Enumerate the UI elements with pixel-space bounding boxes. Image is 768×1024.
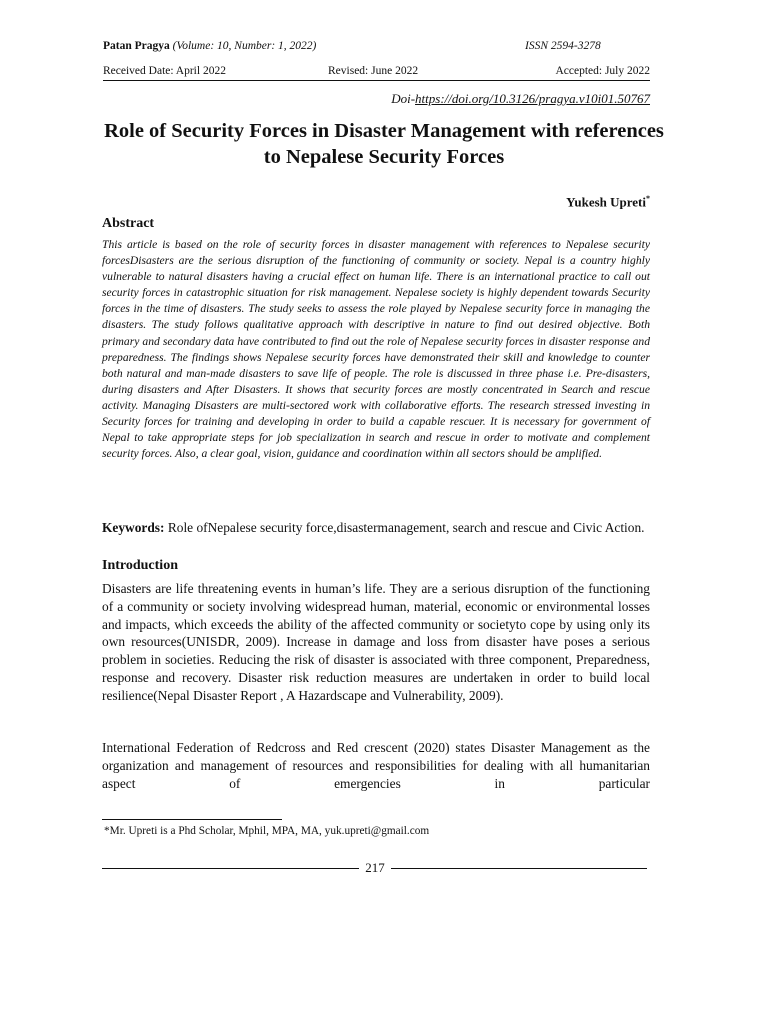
dates-line [103,64,650,81]
page-number-rule-right [391,868,647,869]
keywords [102,518,650,537]
journal-volume: (Volume: 10, Number: 1, 2022) [172,40,317,52]
journal-issn: ISSN 2594-3278 [525,40,601,52]
accepted-date: Accepted: July 2022 [555,65,650,77]
page-number: 217 [365,860,385,875]
introduction-paragraph-2: International Federation of Redcross and Red crescent (2020) states Disaster Management as the organization and management of resources and responsibilities for dealing with all humanitarian aspect of emergencies in particular [102,740,650,791]
abstract-heading: Abstract [102,216,155,231]
footnote-rule [102,819,282,820]
introduction-paragraph-1: Disasters are life threatening events in human’s life. They are a serious disruption of the functioning of a community or society involving widespread human, material, economic or environmental losses and impacts, which exceeds the ability of the affected community or societyto cope by using only its own resources(UNISDR, 2009). Increase in damage and loss from disaster have poses a serious problem in societies. Reducing the risk of disaster is associated with three component, Preparedness, response and recovery. Disaster risk reduction measures are undertaken in order to build local resilience(Nepal Disaster Report , A Hazardscape and Vulnerability, 2009). [102,581,650,703]
keywords-label: Keywords: [102,520,165,535]
revised-date: Revised: June 2022 [328,65,419,77]
article-title: Role of Security Forces in Disaster Management with references to Nepalese Security Forces [104,120,664,168]
journal-header [103,40,651,58]
introduction-heading: Introduction [102,558,178,573]
doi-link[interactable]: https://doi.org/10.3126/pragya.v10i01.50767 [415,91,650,106]
doi-prefix: Doi- [391,91,416,106]
page-number-rule-left [102,868,359,869]
author-name [566,194,650,210]
keywords-text: Role ofNepalese security force,disastermanagement, search and rescue and Civic Action. [164,520,645,535]
author-text: Yukesh Upreti [566,194,646,210]
footnote: *Mr. Upreti is a Phd Scholar, Mphil, MPA, MA, yuk.upreti@gmail.com [104,825,430,837]
abstract-text: This article is based on the role of security forces in disaster management with references to Nepalese security forcesDisasters are the serious disruption of the functioning of community or society. Nepal is a country highly vulnerable to natural disasters having a crucial effect on human life. There is an international practice to call out security forces in catastrophic situation for risk management. Nepalese society is highly dependent towards Security forces in the time of disasters. The study seeks to assess the role played by Nepalese security force in managing the disasters. The study follows qualitative approach with descriptive in nature to find out desired objective. Both primary and secondary data have contributed to find out the role of Nepalese security forces in disaster response and preparedness. The findings shows Nepalese security forces have demonstrated their skill and knowledge to counter both natural and man-made disasters to save life of people. The role is discussed in three phase i.e. Pre-disasters, during disasters and After Disasters. It shows that security forces are mostly concentrated in Search and rescue activity. Managing Disasters are multi-sectored work with collaborative efforts. The research stressed investing in Security forces for training and developing in order to build a capable rescuer. It is necessary for government of Nepal to take appropriate steps for job specialization in search and rescue in order to motivate and complement security forces. Also, a clear goal, vision, guidance and coordination within all sectors should be amplified. [102,238,650,461]
doi-line [391,91,650,107]
received-date: Received Date: April 2022 [103,65,226,77]
journal-name: Patan Pragya [103,40,170,52]
author-footnote-mark: * [646,194,650,203]
